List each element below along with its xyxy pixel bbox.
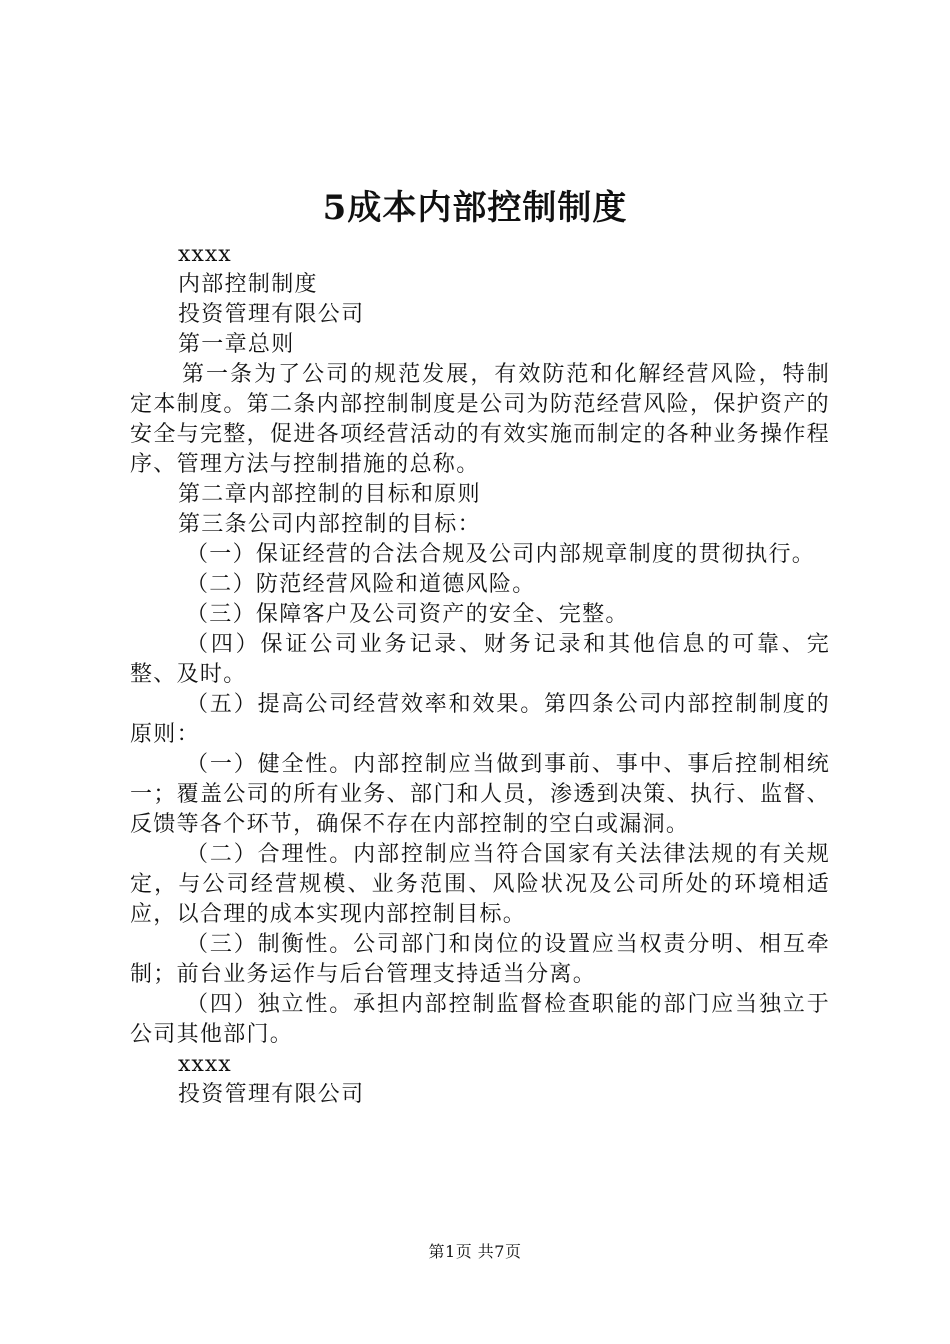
document-body	[130, 240, 830, 1110]
list-item: （三）制衡性。公司部门和岗位的设置应当权责分明、相互牵制；前台业务运作与后台管理支持适当分离。	[130, 932, 830, 987]
company-name-placeholder: xxxx	[178, 1052, 232, 1077]
company-line: 投资管理有限公司	[178, 1082, 365, 1107]
company-line: 投资管理有限公司	[178, 302, 365, 327]
list-item: （五）提高公司经营效率和效果。第四条公司内部控制制度的原则：	[130, 692, 830, 747]
page-number: 第1页 共7页	[428, 1242, 522, 1261]
list-item: （二）防范经营风险和道德风险。	[186, 572, 536, 597]
list-item: （四）独立性。承担内部控制监督检查职能的部门应当独立于公司其他部门。	[130, 992, 830, 1047]
company-name-placeholder: xxxx	[178, 242, 232, 267]
list-item: （一）健全性。内部控制应当做到事前、事中、事后控制相统一；覆盖公司的所有业务、部门和人员，渗透到决策、执行、监督、反馈等各个环节，确保不存在内部控制的空白或漏洞。	[130, 752, 830, 837]
chapter-heading: 第二章内部控制的目标和原则	[178, 482, 481, 507]
list-item: （四）保证公司业务记录、财务记录和其他信息的可靠、完整、及时。	[130, 632, 830, 687]
paragraph: 第一条为了公司的规范发展，有效防范和化解经营风险，特制定本制度。第二条内部控制制度是公司为防范经营风险，保护资产的安全与完整，促进各项经营活动的有效实施而制定的各种业务操作程序、管理方法与控制措施的总称。	[130, 362, 830, 477]
list-item: （二）合理性。内部控制应当符合国家有关法律法规的有关规定，与公司经营规模、业务范围、风险状况及公司所处的环境相适应，以合理的成本实现内部控制目标。	[130, 842, 830, 927]
chapter-heading: 第一章总则	[178, 332, 295, 357]
article-heading: 第三条公司内部控制的目标：	[178, 512, 481, 537]
list-item: （一）保证经营的合法合规及公司内部规章制度的贯彻执行。	[186, 542, 816, 567]
list-item: （三）保障客户及公司资产的安全、完整。	[186, 602, 629, 627]
document-title: 5成本内部控制制度	[322, 188, 628, 228]
subtitle-line: 内部控制制度	[178, 272, 318, 297]
